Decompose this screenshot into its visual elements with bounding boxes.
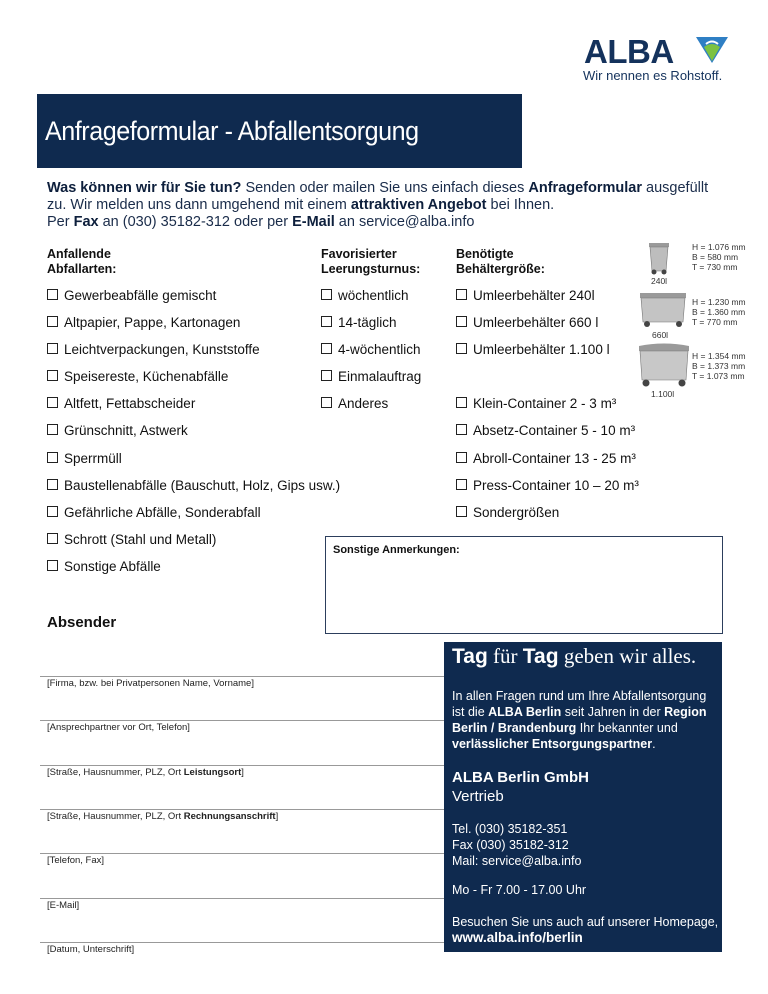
waste-option[interactable]: Schrott (Stahl und Metall) xyxy=(47,532,216,547)
sender-line[interactable] xyxy=(40,720,445,721)
waste-option[interactable]: Altpapier, Pappe, Kartonagen xyxy=(47,315,240,330)
checkbox[interactable] xyxy=(47,343,58,354)
field-label-service-address: [Straße, Hausnummer, PLZ, Ort Leistungsort] xyxy=(47,767,244,778)
bin-1100l-icon xyxy=(636,342,692,390)
bin-1100l-dimensions: H = 1.354 mm B = 1.373 mm T = 1.073 mm xyxy=(692,351,746,381)
container-option[interactable]: Abroll-Container 13 - 25 m³ xyxy=(456,451,636,466)
title-banner xyxy=(37,94,522,168)
waste-option[interactable]: Gewerbeabfälle gemischt xyxy=(47,288,216,303)
checkbox[interactable] xyxy=(456,452,467,463)
bin-240l-icon xyxy=(645,240,673,276)
field-label-contact: [Ansprechpartner vor Ort, Telefon] xyxy=(47,722,190,733)
alba-logo-wordmark: ALBA xyxy=(584,33,674,70)
checkbox[interactable] xyxy=(47,533,58,544)
checkbox[interactable] xyxy=(456,506,467,517)
checkbox[interactable] xyxy=(321,316,332,327)
turnus-option[interactable]: Einmalauftrag xyxy=(321,369,421,384)
company-name: ALBA Berlin GmbH xyxy=(452,769,589,786)
company-block xyxy=(452,768,720,806)
contact-mail: Mail: service@alba.info xyxy=(452,854,582,868)
waste-option[interactable]: Altfett, Fettabscheider xyxy=(47,396,195,411)
field-label-name: [Firma, bzw. bei Privatpersonen Name, Vorname] xyxy=(47,678,254,689)
turnus-column-heading: Favorisierter Leerungsturnus: xyxy=(321,247,421,276)
waste-column-heading: Anfallende Abfallarten: xyxy=(47,247,117,276)
checkbox[interactable] xyxy=(47,289,58,300)
container-option[interactable]: Sondergrößen xyxy=(456,505,559,520)
container-column-heading: Benötigte Behältergröße: xyxy=(456,247,545,276)
checkbox[interactable] xyxy=(47,506,58,517)
waste-option[interactable]: Sperrmüll xyxy=(47,451,122,466)
container-option[interactable]: Press-Container 10 – 20 m³ xyxy=(456,478,639,493)
container-option[interactable]: Absetz-Container 5 - 10 m³ xyxy=(456,423,635,438)
checkbox[interactable] xyxy=(47,397,58,408)
checkbox[interactable] xyxy=(47,452,58,463)
checkbox[interactable] xyxy=(47,560,58,571)
remarks-field[interactable] xyxy=(325,536,723,634)
page-title: Anfrageformular - Abfallentsorgung xyxy=(45,116,419,146)
waste-option[interactable]: Baustellenabfälle (Bauschutt, Holz, Gips usw.) xyxy=(47,478,340,493)
checkbox[interactable] xyxy=(456,479,467,490)
sender-line[interactable] xyxy=(40,898,445,899)
checkbox[interactable] xyxy=(47,370,58,381)
checkbox[interactable] xyxy=(456,424,467,435)
homepage-link[interactable]: www.alba.info/berlin xyxy=(452,930,583,945)
checkbox[interactable] xyxy=(321,370,332,381)
intro-question: Was können wir für Sie tun? xyxy=(47,180,242,196)
bin-660l-dimensions: H = 1.230 mm B = 1.360 mm T = 770 mm xyxy=(692,297,746,327)
turnus-option[interactable]: wöchentlich xyxy=(321,288,409,303)
checkbox[interactable] xyxy=(321,343,332,354)
sender-line[interactable] xyxy=(40,853,445,854)
checkbox[interactable] xyxy=(47,424,58,435)
sender-line[interactable] xyxy=(40,942,445,943)
turnus-option[interactable]: 4-wöchentlich xyxy=(321,342,421,357)
sender-heading: Absender xyxy=(47,614,117,631)
opening-hours: Mo - Fr 7.00 - 17.00 Uhr xyxy=(452,883,587,897)
field-label-phone-fax: [Telefon, Fax] xyxy=(47,855,105,866)
checkbox[interactable] xyxy=(321,397,332,408)
bin-240l-label: 240l xyxy=(651,276,668,286)
container-option[interactable]: Umleerbehälter 240l xyxy=(456,288,595,303)
sender-line[interactable] xyxy=(40,809,445,810)
checkbox[interactable] xyxy=(456,397,467,408)
checkbox[interactable] xyxy=(47,316,58,327)
bin-660l-label: 660l xyxy=(652,330,669,340)
contact-fax: Fax (030) 35182-312 xyxy=(452,838,569,852)
checkbox[interactable] xyxy=(321,289,332,300)
container-option[interactable]: Umleerbehälter 660 l xyxy=(456,315,598,330)
field-label-date-signature: [Datum, Unterschrift] xyxy=(47,944,135,955)
field-label-billing-address: [Straße, Hausnummer, PLZ, Ort Rechnungsanschrift] xyxy=(47,811,279,822)
turnus-option[interactable]: 14-täglich xyxy=(321,315,397,330)
waste-option[interactable]: Grünschnitt, Astwerk xyxy=(47,423,188,438)
checkbox[interactable] xyxy=(456,343,467,354)
remarks-label: Sonstige Anmerkungen: xyxy=(333,544,460,556)
contact-phone: Tel. (030) 35182-351 xyxy=(452,822,568,836)
bin-1100l-label: 1.100l xyxy=(651,389,675,399)
checkbox[interactable] xyxy=(456,289,467,300)
field-label-email: [E-Mail] xyxy=(47,900,80,911)
waste-option[interactable]: Sonstige Abfälle xyxy=(47,559,161,574)
checkbox[interactable] xyxy=(47,479,58,490)
waste-option[interactable]: Speisereste, Küchenabfälle xyxy=(47,369,228,384)
waste-option[interactable]: Leichtverpackungen, Kunststoffe xyxy=(47,342,260,357)
alba-logo-drop-icon xyxy=(694,35,730,65)
container-option[interactable]: Umleerbehälter 1.100 l xyxy=(456,342,610,357)
contact-details xyxy=(452,821,720,869)
company-dept: Vertrieb xyxy=(452,788,504,805)
turnus-option[interactable]: Anderes xyxy=(321,396,388,411)
slogan: Tag für Tag geben wir alles. xyxy=(452,644,697,668)
contact-intro-text: In allen Fragen rund um Ihre Abfallentsorgung ist die ALBA Berlin seit Jahren in der Region Berlin / Brandenburg Ihr bekannter und verlässlicher Entsorgungspartner. xyxy=(452,689,707,751)
container-option[interactable]: Klein-Container 2 - 3 m³ xyxy=(456,396,616,411)
bin-240l-dimensions: H = 1.076 mm B = 580 mm T = 730 mm xyxy=(692,242,746,272)
homepage-text: Besuchen Sie uns auch auf unserer Homepage, www.alba.info/berlin xyxy=(452,915,719,945)
sender-line[interactable] xyxy=(40,765,445,766)
bin-660l-icon xyxy=(636,290,690,330)
sender-line[interactable] xyxy=(40,676,445,677)
checkbox[interactable] xyxy=(456,316,467,327)
intro-text: Was können wir für Sie tun? Senden oder mailen Sie uns einfach dieses Anfrageformular ausgefüllt zu. Wir melden uns dann umgehend mit einem attraktiven Angebot bei Ihnen. Per Fax an (030) 35182-312 oder per E-Mail an service@alba.info xyxy=(47,180,709,230)
waste-option[interactable]: Gefährliche Abfälle, Sonderabfall xyxy=(47,505,261,520)
logo-tagline: Wir nennen es Rohstoff. xyxy=(583,68,723,83)
